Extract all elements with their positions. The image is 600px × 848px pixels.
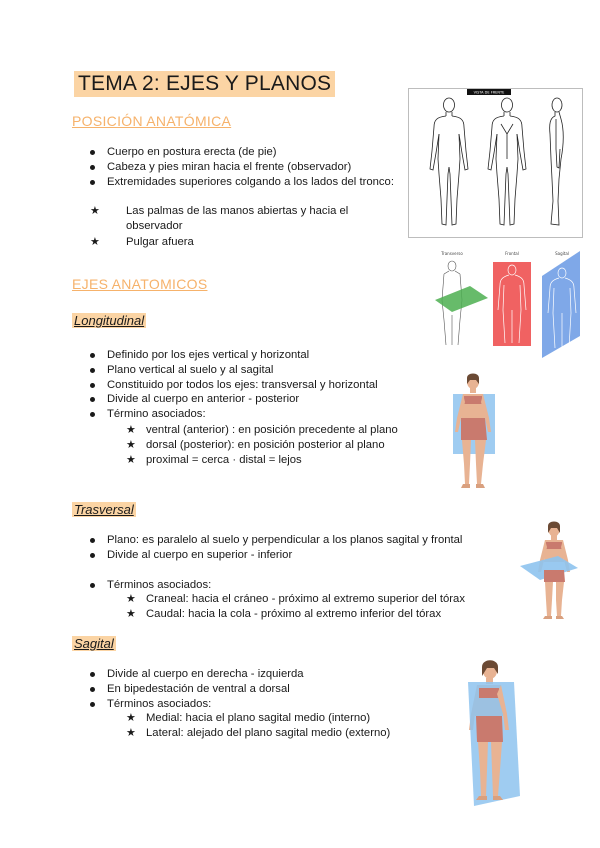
subheading-longitudinal: Longitudinal	[74, 313, 145, 328]
list-item: ★ Craneal: hacia el cráneo - próximo al extremo superior del tórax	[126, 592, 536, 607]
frontal-plane-figure	[445, 372, 505, 492]
page-title: TEMA 2: EJES Y PLANOS	[74, 71, 335, 97]
plane-label-sagital: Sagital	[555, 251, 569, 256]
list-item: ★ Medial: hacia el plano sagital medio (interno)	[126, 711, 456, 726]
list-item: En bipedestación de ventral a dorsal	[85, 682, 445, 697]
list-item: Definido por los ejes vertical y horizontal	[85, 348, 445, 363]
list-item: Término asociados:	[85, 407, 445, 422]
woman-transverse-plane-illustration	[518, 520, 580, 620]
list-item: Divide al cuerpo en superior - inferior	[85, 548, 535, 563]
plane-label-frontal: Frontal	[505, 251, 519, 256]
transverse-plane-figure	[518, 520, 580, 620]
section-heading-posicion: POSICIÓN ANATÓMICA	[72, 113, 232, 129]
list-item: ★ ventral (anterior) : en posición precedente al plano	[126, 423, 456, 438]
woman-frontal-plane-illustration	[445, 372, 505, 492]
list-item: ★ Caudal: hacia la cola - próximo al extremo inferior del tórax	[126, 607, 536, 622]
list-item: Plano vertical al suelo y al sagital	[85, 363, 445, 378]
planes-illustration	[430, 248, 585, 360]
list-item: Cuerpo en postura erecta (de pie)	[85, 145, 405, 160]
sagittal-plane-figure	[460, 658, 530, 808]
list-item: Cabeza y pies miran hacia el frente (observador)	[85, 160, 405, 175]
posicion-list	[85, 145, 405, 189]
list-item: Divide al cuerpo en derecha - izquierda	[85, 667, 445, 682]
list-item: Divide al cuerpo en anterior - posterior	[85, 392, 445, 407]
planes-figure	[430, 248, 585, 360]
subheading-sagital: Sagital	[74, 636, 114, 651]
longitudinal-star-list	[126, 423, 456, 467]
body-outlines-illustration	[409, 89, 582, 237]
list-item: Términos asociados:	[85, 578, 535, 593]
longitudinal-list	[85, 348, 445, 422]
list-item: ★ Pulgar afuera	[90, 235, 400, 250]
list-item: Plano: es paralelo al suelo y perpendicular a los planos sagital y frontal	[85, 533, 535, 548]
section-heading-ejes: EJES ANATOMICOS	[72, 276, 208, 292]
sagital-list	[85, 667, 445, 711]
plane-label-transverso: Transverso	[441, 251, 463, 256]
list-item: Términos asociados:	[85, 697, 445, 712]
list-item: Constituido por todos los ejes: transversal y horizontal	[85, 378, 445, 393]
sagital-star-list	[126, 711, 456, 741]
woman-sagittal-plane-illustration	[460, 658, 530, 808]
anatomical-position-figure	[408, 88, 583, 238]
figure-header-label: VISTA DE FRENTE	[473, 90, 505, 95]
list-item: ★ dorsal (posterior): en posición posterior al plano	[126, 438, 456, 453]
list-item: Extremidades superiores colgando a los lados del tronco:	[85, 175, 405, 190]
transversal-star-list	[126, 592, 536, 622]
posicion-star-list	[90, 204, 400, 249]
subheading-transversal: Trasversal	[74, 502, 134, 517]
list-item: ★ proximal = cerca · distal = lejos	[126, 453, 456, 468]
transversal-list	[85, 533, 535, 592]
list-item: ★ Las palmas de las manos abiertas y hacia el observador	[90, 204, 400, 234]
list-item: ★ Lateral: alejado del plano sagital medio (externo)	[126, 726, 456, 741]
